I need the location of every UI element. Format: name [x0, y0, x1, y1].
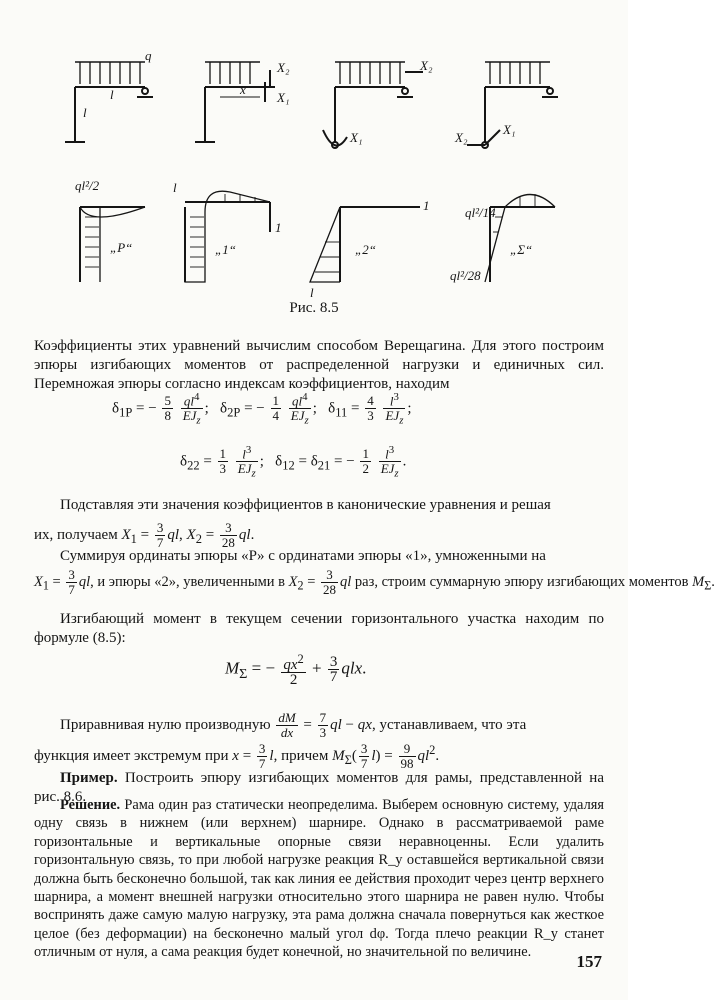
- label-epure-p: „P“: [110, 240, 133, 255]
- formula-msum: $M_\Sigma$ = − $\frac{qx^2}{2}$ + $\frac{3}{7}$ qlx.: [225, 652, 367, 688]
- label-epure-2: „2“: [355, 242, 376, 257]
- figure-caption: Рис. 8.5: [289, 300, 339, 316]
- paragraph-sum-line2: $X_1$ = $\frac{3}{7}$ ql, и эпюры «2», увеличенными в $X_2$ = $\frac{3}{28}$ ql раз, строим суммарную эпюру изгибающих моментов $M_\Sigma$.: [34, 567, 715, 597]
- label-epure-1: „1“: [215, 242, 236, 257]
- label-x2-c: X₂: [455, 130, 468, 145]
- label-x2-a: X₂: [277, 60, 290, 75]
- label-epure-sum: „Σ“: [510, 242, 533, 257]
- label-l-bottom: l: [310, 285, 314, 300]
- label-l-first: l: [83, 105, 87, 120]
- paragraph-substitute-line1: Подставляя эти значения коэффициентов в канонические уравнения и решая: [60, 497, 551, 513]
- label-x1-a: X₁: [277, 90, 290, 105]
- figure-8-5: [55, 42, 570, 322]
- paragraph-substitute-line2: их, получаем $X_1$ = $\frac{3}{7}$ ql, $X_2$ = $\frac{3}{28}$ ql.: [34, 520, 255, 550]
- label-q: q: [145, 48, 152, 63]
- paragraph-solution: Решение. Рама один раз статически неопределима. Выберем основную систему, удаляя одну связь в нижнем (или верхнем) шарнире. Однако в рассматриваемой раме горизонтальные и вертикальные опорные связи неравноценны. Если удалить горизонтальную связь, то при любой нагрузке реакция R_y оставшейся вертикальной связи должна быть бесконечно большой, так как линия ее действия проходит через центр верхнего шарнира, а момент внешней нагрузки относительно этого шарнира не равен нулю. Чтобы воспринять даже самую малую нагрузку, эта рама должна сначала повернуться как жесткое целое (без деформации) на бесконечно малый угол dφ. Тогда плечо реакции R_y станет отличным от нуля, а сама реакция будет конечной, но значительной по величине.: [34, 797, 604, 961]
- paragraph-coefficients: Коэффициенты этих уравнений вычислим способом Верещагина. Для этого построим эпюры изгибающих моментов от распределенной нагрузки и единичных сил. Перемножая эпюры согласно индексам коэффициентов, находим: [34, 338, 604, 392]
- paragraph-example: Пример. Построить эпюру изгибающих моментов для рамы, представленной на рис. 8.6.: [34, 770, 604, 805]
- label-x1-b: X₁: [350, 130, 363, 145]
- label-x2-b: X₂: [420, 58, 433, 73]
- label-one-a: 1: [275, 220, 282, 235]
- paragraph-moment: Изгибающий момент в текущем сечении горизонтального участка находим по формуле (8.5):: [34, 611, 604, 646]
- label-ql2-14: ql²/14: [465, 205, 496, 220]
- label-one-b: 1: [423, 198, 430, 213]
- label-l-unit: l: [173, 180, 177, 195]
- label-ql2-28: ql²/28: [450, 268, 481, 283]
- label-x: x: [240, 82, 246, 97]
- label-l-span: l: [110, 87, 114, 102]
- label-ql2-2: ql²/2: [75, 178, 100, 193]
- paragraph-derivative-line2: функция имеет экстремум при x = $\frac{3}{7}$ l, причем $M_\Sigma$( $\frac{3}{7}$ l) = $\frac{9}{98}$ $ql^2$.: [34, 741, 440, 772]
- label-x1-c: X₁: [503, 122, 516, 137]
- formula-deltas-2: $\delta_{22}$ = $\frac{1}{3}$ $\frac{l^3}{EJ_z}$ ; $\delta_{12} = \delta_{21}$ = − $\frac{1}{2}$ $\frac{l^3}{EJ_z}$ .: [180, 444, 407, 480]
- paragraph-derivative-line1: Приравнивая нулю производную $\frac{dM}{dx}$ = $\frac{7}{3}$ ql − qx, устанавливаем, что эта: [60, 710, 527, 740]
- formula-deltas-1: $\delta_{1P}$ = − $\frac{5}{8}$ $\frac{ql^4}{EJ_z}$ ; $\delta_{2P}$ = − $\frac{1}{4}$ $\frac{ql^4}{EJ_z}$ ; $\delta_{11}$ = $\frac{4}{3}$ $\frac{l^3}{EJ_z}$ ;: [112, 391, 412, 427]
- page-number: 157: [576, 952, 602, 971]
- paragraph-sum-line1: Суммируя ординаты эпюры «P» с ординатами эпюры «1», умноженными на: [60, 548, 546, 564]
